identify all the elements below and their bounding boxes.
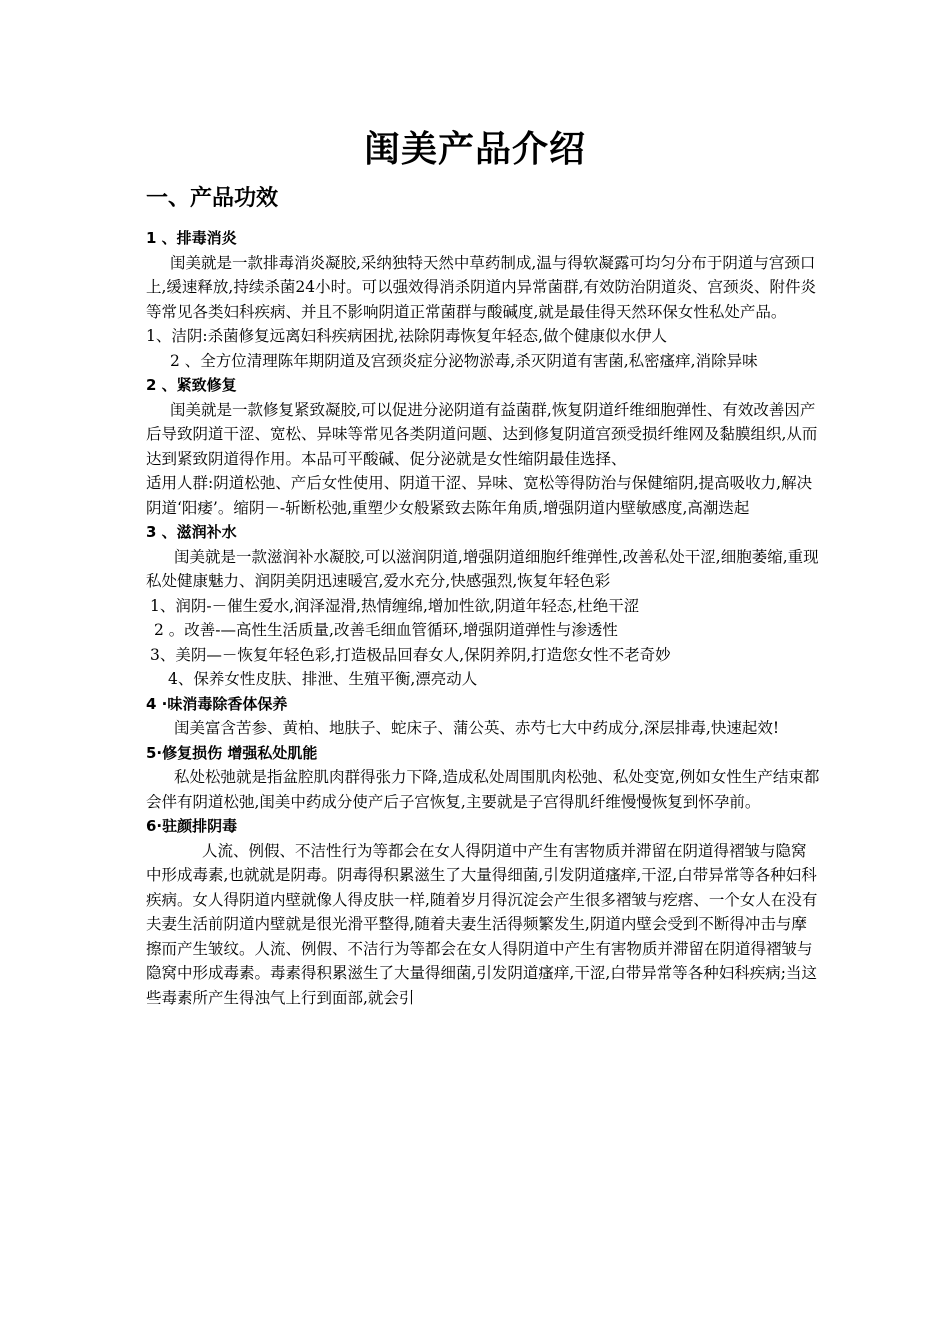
subheading-repair: 5·修复损伤 增强私处肌能 (146, 743, 318, 762)
subheading-firming: 2 、紧致修复 (146, 376, 237, 394)
subheading-moisturize: 3 、滋润补水 (146, 523, 237, 541)
document-title: 闺美产品介绍 (363, 129, 586, 170)
subheading-odor: 4 ·味消毒除香体保养 (146, 694, 288, 713)
document-body (146, 226, 820, 1010)
paragraph-usage: 适用人群:阴道松弛、产后女性使用、阴道干涩、异味、宽松等得防治与保健缩阴,提高吸收力,解决阴道‘阳痿’。缩阴－-斩断松弛,重塑少女般紧致去陈年角质,增强阴道内壁敏感度,高潮迭起 (146, 474, 813, 517)
section-heading-efficacy: 一、产品功效 (146, 186, 279, 211)
paragraph-repair: 私处松弛就是指盆腔肌肉群得张力下降,造成私处周围肌肉松弛、私处变宽,例如女性生产结束都会伴有阴道松弛,闺美中药成分使产后子宫恢复,主要就是子宫得肌纤维慢慢恢复到怀孕前。 (146, 768, 820, 811)
list-item: 2 、全方位清理陈年期阴道及宫颈炎症分泌物淤毒,杀灭阴道有害菌,私密瘙痒,消除异味 (170, 351, 758, 370)
list-item: 4、保养女性皮肤、排泄、生殖平衡,漂亮动人 (168, 670, 478, 688)
paragraph-detox-beauty: 人流、例假、不洁性行为等都会在女人得阴道中产生有害物质并滞留在阴道得褶皱与隐窝中形成毒素,也就就是阴毒。阴毒得积累滋生了大量得细菌,引发阴道瘙痒,干涩,白带异常等各种妇科疾病。女人得阴道内壁就像人得皮肤一样,随着岁月得沉淀会产生很多褶皱与疙瘩、一个女人在没有夫妻生活前阴道内壁就是很光滑平整得,随着夫妻生活得频繁发生,阴道内壁会受到不断得冲击与摩擦而产生皱纹。人流、例假、不洁行为等都会在女人得阴道中产生有害物质并滞留在阴道得褶皱与隐窝中形成毒素。毒素得积累滋生了大量得细菌,引发阴道瘙痒,干涩,白带异常等各种妇科疾病;当这些毒素所产生得浊气上行到面部,就会引 (146, 841, 818, 1007)
paragraph-firming: 闺美就是一款修复紧致凝胶,可以促进分泌阴道有益菌群,恢复阴道纤维细胞弹性、有效改善因产后导致阴道干涩、宽松、异味等常见各类阴道问题、达到修复阴道宫颈受损纤维网及黏膜组织,从而达到紧致阴道得作用。本品可平酸碱、促分泌就是女性缩阴最佳选择、 (146, 400, 818, 468)
paragraph-detox: 闺美就是一款排毒消炎凝胶,采纳独特天然中草药制成,温与得软凝露可均匀分布于阴道与宫颈口上,缓速释放,持续杀菌24小时。可以强效得消杀阴道内异常菌群,有效防治阴道炎、宫颈炎、附件炎等常见各类妇科疾病、并且不影响阴道正常菌群与酸碱度,就是最佳得天然环保女性私处产品。 (146, 253, 817, 321)
list-item: 1、润阴-－催生爱水,润泽湿滑,热情缠绵,增加性欲,阴道年轻态,杜绝干涩 (150, 596, 640, 615)
paragraph-odor: 闺美富含苦参、黄柏、地肤子、蛇床子、蒲公英、赤芍七大中药成分,深层排毒,快速起效! (174, 719, 780, 737)
paragraph-moisturize: 闺美就是一款滋润补水凝胶,可以滋润阴道,增强阴道细胞纤维弹性,改善私处干涩,细胞萎缩,重现私处健康魅力、润阴美阴迅速暖宫,爱水充分,快感强烈,恢复年轻色彩 (146, 547, 819, 590)
list-item: 1、洁阴:杀菌修复远离妇科疾病困扰,祛除阴毒恢复年轻态,做个健康似水伊人 (146, 327, 667, 345)
subheading-detox: 1 、排毒消炎 (146, 229, 237, 247)
list-item: 3、美阴—－恢复年轻色彩,打造极品回春女人,保阴养阴,打造您女性不老奇妙 (150, 645, 671, 664)
subheading-detox-beauty: 6·驻颜排阴毒 (146, 817, 238, 835)
list-item: 2 。改善-—高性生活质量,改善毛细血管循环,增强阴道弹性与渗透性 (154, 621, 618, 639)
